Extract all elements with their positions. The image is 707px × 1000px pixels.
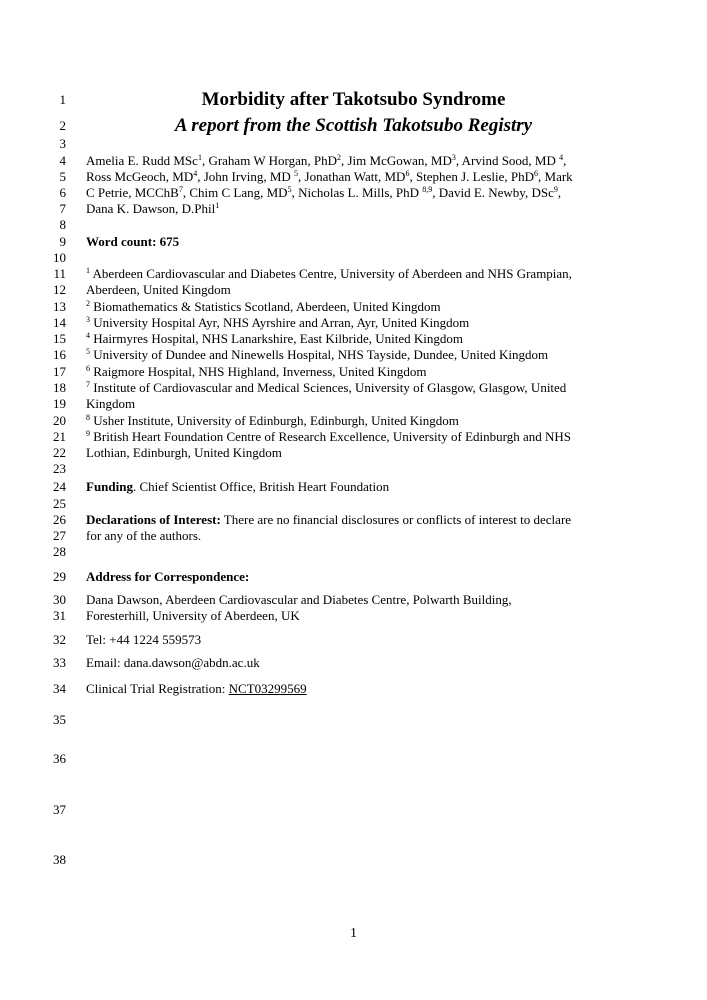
line-number: 27 [53, 528, 66, 543]
line-number: 18 [53, 380, 66, 395]
line-number: 14 [53, 315, 66, 330]
line-number: 12 [53, 282, 66, 297]
declarations-continued: for any of the authors. [86, 528, 202, 543]
line-number: 36 [53, 751, 66, 766]
line-number: 11 [53, 266, 66, 281]
trial-registration-link[interactable]: NCT03299569 [228, 681, 307, 696]
line-number: 35 [53, 712, 66, 727]
line-number: 17 [53, 364, 66, 379]
line-number: 23 [53, 461, 66, 476]
line-number: 8 [59, 217, 66, 232]
correspondence-heading: Address for Correspondence: [86, 569, 250, 584]
line-number: 21 [53, 429, 66, 444]
affiliation: $^7$ Institute of Cardiovascular and Medical Sciences, University of Glasgow, Glasgow, United [86, 380, 567, 395]
declarations: Declarations of Interest: There are no financial disclosures or conflicts of interest to declare [86, 512, 572, 527]
line-number: 28 [53, 544, 66, 559]
line-number: 3 [59, 136, 66, 151]
line-number: 32 [53, 632, 66, 647]
line-number: 30 [53, 592, 66, 607]
paper-title: Morbidity after Takotsubo Syndrome [201, 89, 506, 110]
affiliation: $^3$ University Hospital Ayr, NHS Ayrshire and Arran, Ayr, United Kingdom [86, 315, 470, 330]
line-number: 9 [59, 234, 66, 249]
correspondence-tel: Tel: +44 1224 559573 [86, 632, 202, 647]
affiliation: $^6$ Raigmore Hospital, NHS Highland, Inverness, United Kingdom [86, 364, 427, 379]
correspondence-address: Dana Dawson, Aberdeen Cardiovascular and Diabetes Centre, Polwarth Building, [86, 592, 512, 607]
line-number: 7 [59, 201, 66, 216]
line-number: 5 [59, 169, 66, 184]
funding: Funding. Chief Scientist Office, British Heart Foundation [86, 479, 390, 494]
line-number: 34 [53, 681, 66, 696]
line-number: 10 [53, 250, 66, 265]
author-line: Amelia E. Rudd MSc$^1$, Graham W Horgan, PhD$^2$, Jim McGowan, $MD^3$, Arvind Sood, MD $^4$, [86, 153, 567, 168]
line-number: 33 [53, 655, 66, 670]
line-number: 2 [59, 118, 66, 133]
author-line: Dana K. Dawson, D.Phil$^1$ [86, 201, 220, 216]
trial-registration: Clinical Trial Registration: NCT03299569 [86, 681, 307, 696]
line-number: 4 [59, 153, 66, 168]
page-number: 1 [350, 926, 357, 941]
line-number: 38 [53, 852, 66, 867]
line-number: 20 [53, 413, 66, 428]
line-number: 1 [59, 92, 66, 107]
line-number: 24 [53, 479, 66, 494]
affiliation: Kingdom [86, 396, 136, 411]
affiliation: Lothian, Edinburgh, United Kingdom [86, 445, 282, 460]
line-number: 37 [53, 802, 66, 817]
affiliation: $^9$ British Heart Foundation Centre of Research Excellence, University of Edinburgh and NHS [86, 429, 572, 444]
author-line: Ross McGeoch, $MD^4$, John Irving, MD $^5$, Jonathan Watt, $MD^6$, Stephen J. Leslie, PhD$^6$, Mark [86, 169, 573, 184]
affiliation: $^2$ Biomathematics & Statistics Scotland, Aberdeen, United Kingdom [86, 299, 441, 314]
word-count: Word count: 675 [86, 234, 180, 249]
line-number: 15 [53, 331, 66, 346]
line-number: 22 [53, 445, 66, 460]
affiliation: $^8$ Usher Institute, University of Edinburgh, Edinburgh, United Kingdom [86, 413, 459, 428]
affiliation: $^4$ Hairmyres Hospital, NHS Lanarkshire, East Kilbride, United Kingdom [86, 331, 463, 346]
affiliation: $^1$ Aberdeen Cardiovascular and Diabetes Centre, University of Aberdeen and NHS Grampian, [86, 266, 572, 281]
paper-subtitle: A report from the Scottish Takotsubo Registry [174, 115, 533, 136]
line-number: 19 [53, 396, 66, 411]
author-line: C Petrie, MCChB$^7$, Chim C Lang, $MD^5$, Nicholas L. Mills, PhD $^{8,9}$, David E. Newby, DSc$^9$, [86, 185, 562, 200]
affiliation: $^5$ University of Dundee and Ninewells Hospital, NHS Tayside, Dundee, United Kingdom [86, 347, 549, 362]
line-number: 6 [59, 185, 66, 200]
line-number: 29 [53, 569, 66, 584]
affiliation: Aberdeen, United Kingdom [86, 282, 231, 297]
line-number: 13 [53, 299, 66, 314]
correspondence-email: Email: dana.dawson@abdn.ac.uk [86, 655, 260, 670]
line-number: 16 [53, 347, 66, 362]
line-number: 31 [53, 608, 66, 623]
correspondence-address: Foresterhill, University of Aberdeen, UK [86, 608, 300, 623]
line-number: 26 [53, 512, 66, 527]
line-number: 25 [53, 496, 66, 511]
